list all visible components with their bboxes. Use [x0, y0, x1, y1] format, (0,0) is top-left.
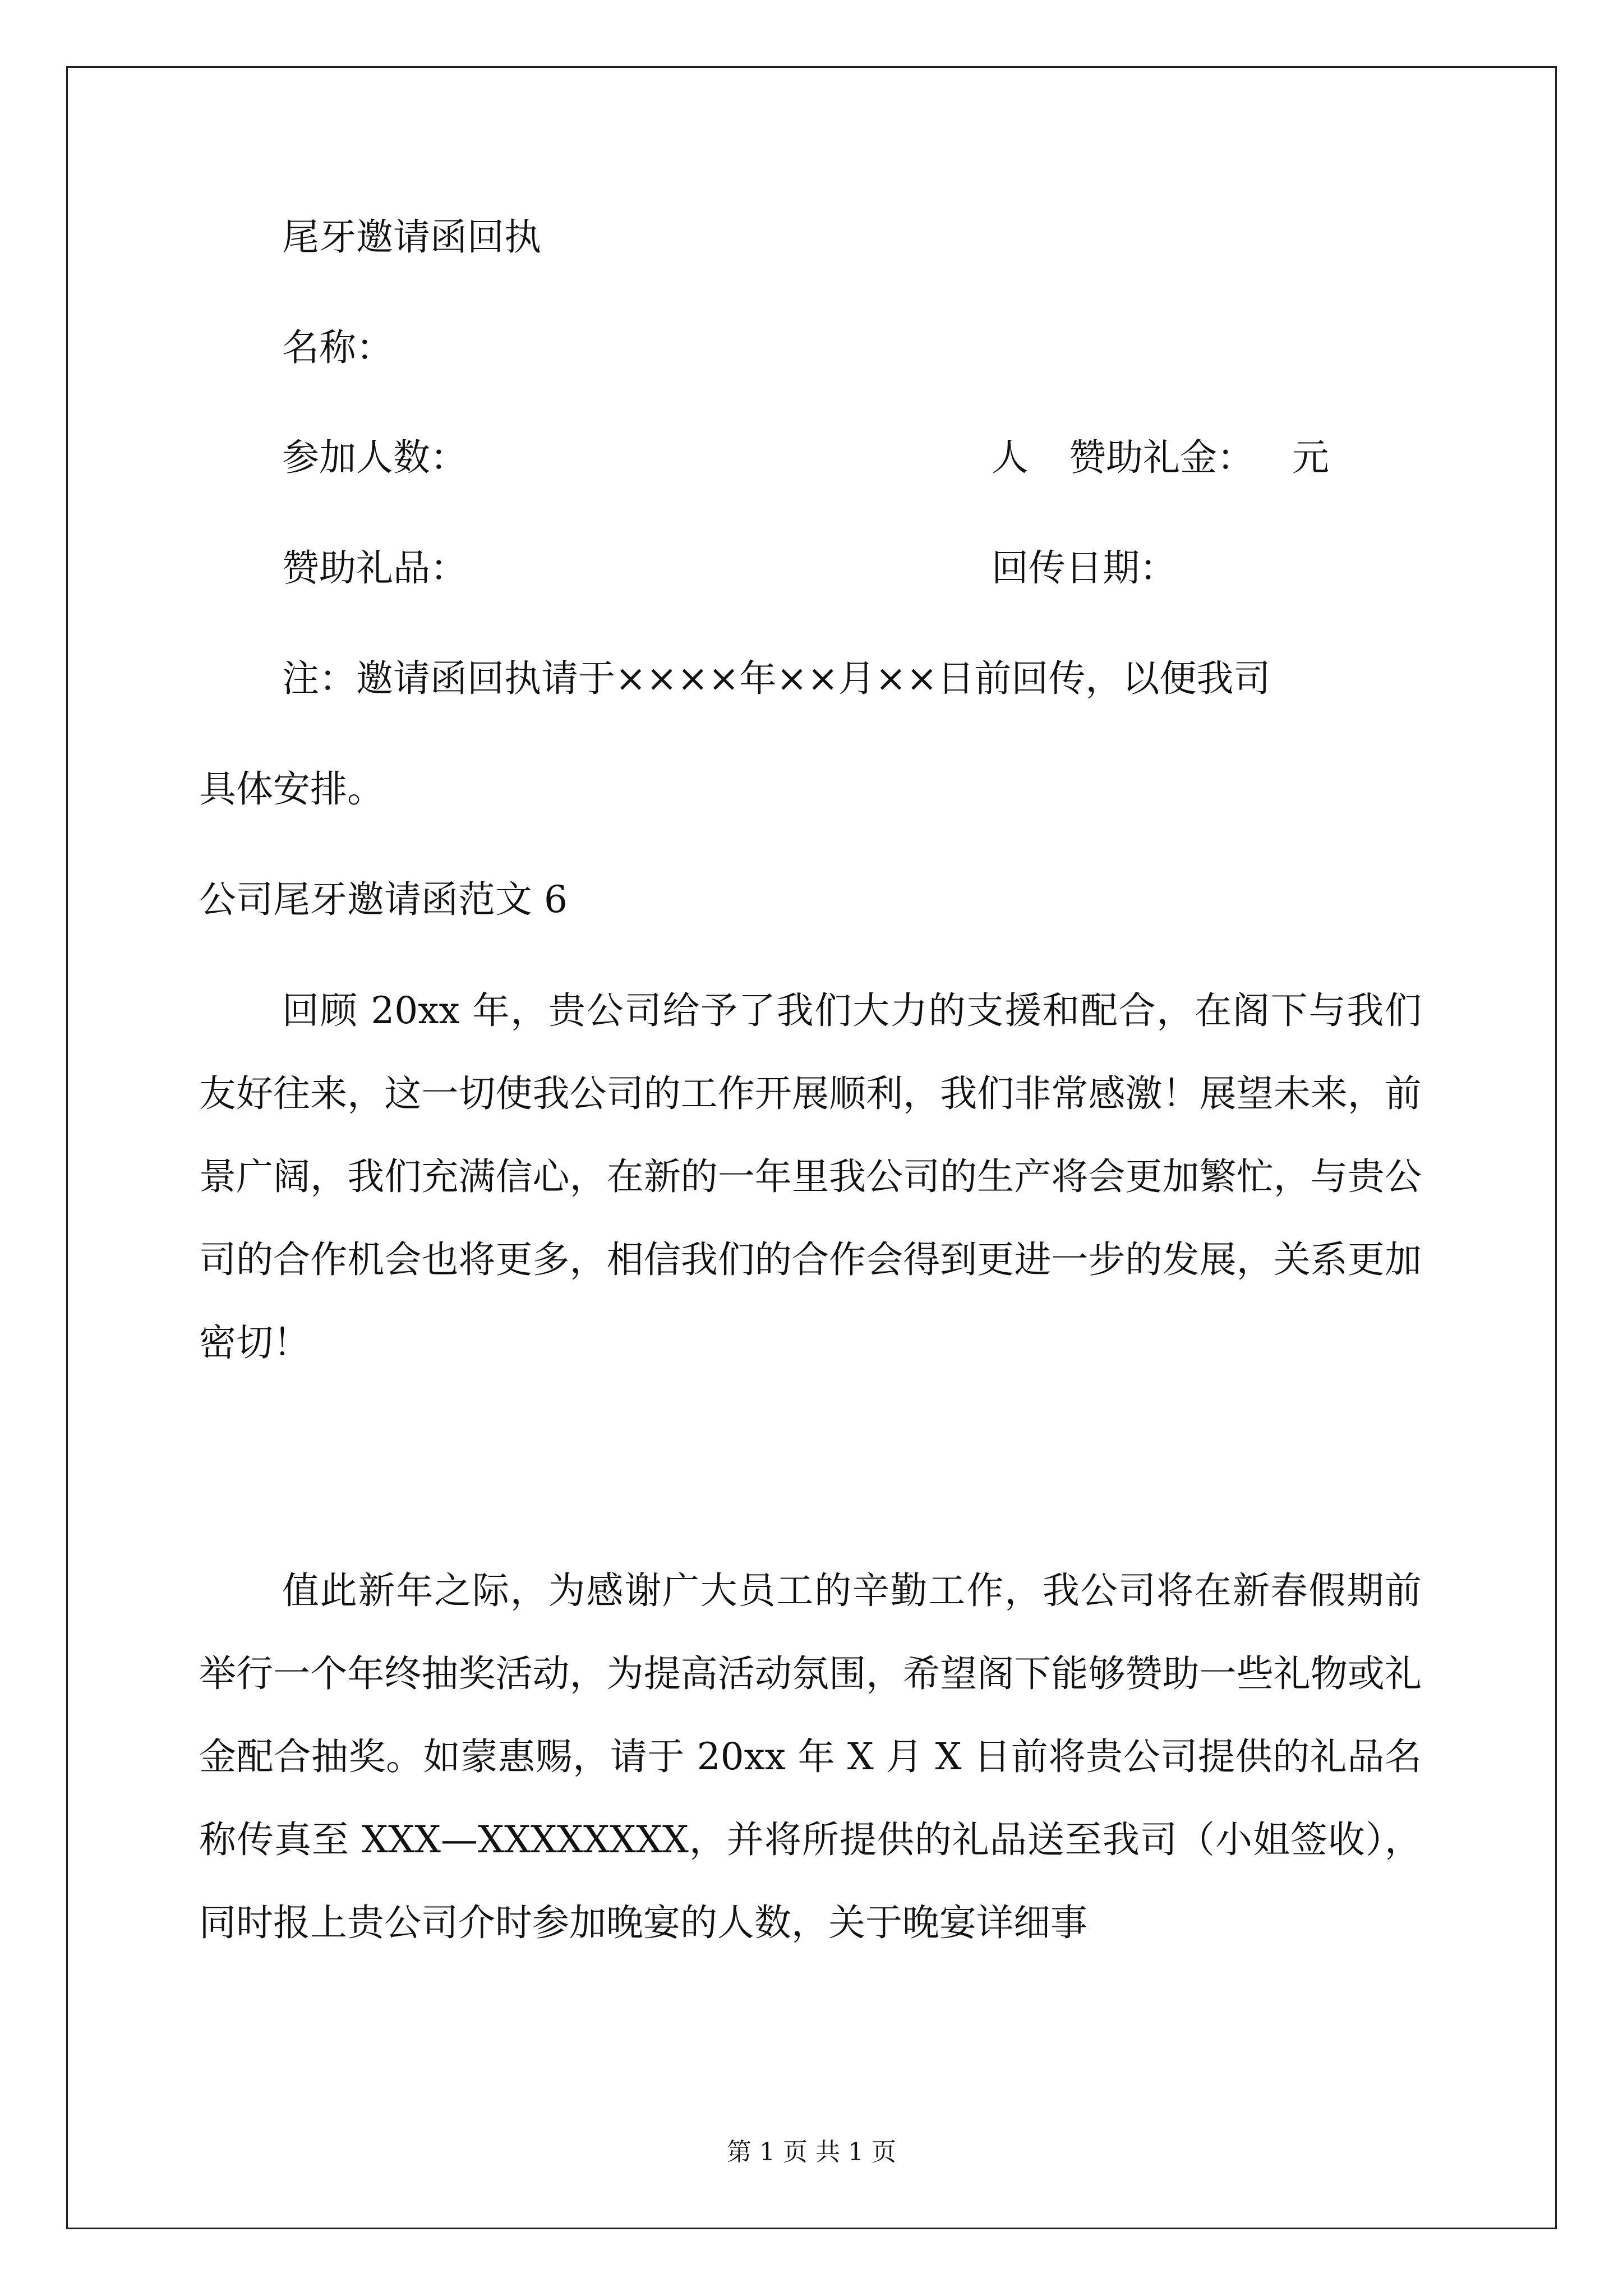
sponsor-cash-label: 赞助礼金： [1068, 436, 1254, 479]
sponsor-gift-label: 赞助礼品： [282, 546, 467, 590]
note-line-1: 注：邀请函回执请于××××年××月××日前回传，以便我司 [282, 657, 1271, 700]
return-date-label: 回传日期： [992, 546, 1177, 590]
sponsor-cash-unit: 元 [1292, 436, 1329, 479]
note-line-2: 具体安排。 [199, 767, 384, 811]
gift-row [282, 546, 1177, 590]
attendees-unit: 人 [992, 436, 1029, 479]
receipt-title: 尾牙邀请函回执 [282, 215, 541, 259]
sponsor-cash-group [992, 436, 1329, 479]
paragraph-1: 回顾 20xx 年，贵公司给予了我们大力的支援和配合，在阁下与我们友好往来，这一切使我公司的工作开展顺利，我们非常感激！展望未来，前景广阔，我们充满信心，在新的一年里我公司的生产将会更加繁忙，与贵公司的合作机会也将更多，相信我们的合作会得到更进一步的发展，关系更加密切！ [199, 989, 1422, 1364]
paragraph-2: 值此新年之际，为感谢广大员工的辛勤工作，我公司将在新春假期前举行一个年终抽奖活动，为提高活动氛围，希望阁下能够赞助一些礼物或礼金配合抽奖。如蒙惠赐，请于 20xx 年 X 月 X 日前将贵公司提供的礼品名称传真至 XXX—XXXXXXXX，并将所提供的礼品送至我司（小姐签收），同时报上贵公司介时参加晚宴的人数，关于晚宴详细事 [199, 1569, 1422, 1944]
name-field-label: 名称： [282, 326, 393, 369]
section-heading: 公司尾牙邀请函范文 6 [199, 878, 568, 921]
attendees-label: 参加人数： [282, 436, 467, 479]
attendees-row [282, 436, 1329, 479]
page-footer: 第 1 页 共 1 页 [727, 2138, 896, 2166]
